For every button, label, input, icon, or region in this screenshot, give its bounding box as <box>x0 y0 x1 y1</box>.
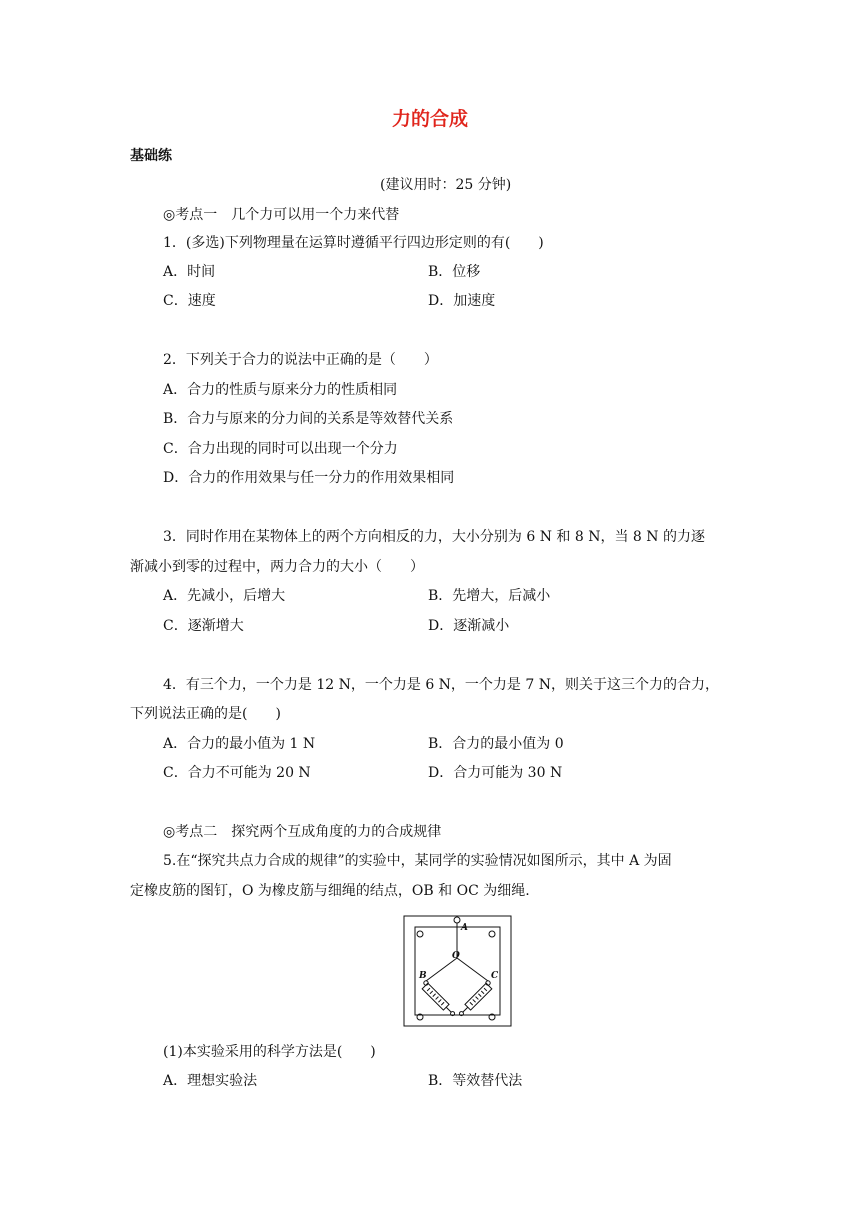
question-1-option-a: A．时间 <box>163 264 216 280</box>
question-2-option-d: D．合力的作用效果与任一分力的作用效果相同 <box>163 470 455 486</box>
question-3-option-c: C．逐渐增大 <box>163 618 244 634</box>
label-c: C <box>491 971 499 981</box>
question-5-option-a: A．理想实验法 <box>163 1073 258 1089</box>
question-2-option-a: A．合力的性质与原来分力的性质相同 <box>163 382 398 398</box>
knowledge-point-2: ◎考点二 探究两个互成角度的力的合成规律 <box>163 824 442 840</box>
pin-a <box>454 917 460 923</box>
label-b: B <box>419 971 427 981</box>
time-hint: (建议用时：25 分钟) <box>380 177 512 193</box>
question-1-option-b: B．位移 <box>428 264 481 280</box>
string-ob <box>426 958 457 981</box>
experiment-diagram <box>400 913 516 1031</box>
page-title: 力的合成 <box>391 108 468 130</box>
section-heading: 基础练 <box>130 148 172 164</box>
question-4-option-d: D．合力可能为 30 N <box>428 765 563 781</box>
question-3-line-1: 3．同时作用在某物体上的两个方向相反的力，大小分别为 6 N 和 8 N，当 8 N 的力逐 <box>163 529 705 545</box>
question-5-line-1: 5.在“探究共点力合成的规律”的实验中，某同学的实验情况如图所示，其中 A 为固 <box>163 853 672 869</box>
question-1-option-d: D．加速度 <box>428 293 496 309</box>
question-4-option-a: A．合力的最小值为 1 N <box>163 736 316 752</box>
label-a: A <box>461 923 468 933</box>
question-4-option-c: C．合力不可能为 20 N <box>163 765 311 781</box>
question-1-stem: 1．(多选)下列物理量在运算时遵循平行四边形定则的有( ) <box>163 235 544 251</box>
spring-scale-right <box>457 983 492 1018</box>
question-1-option-c: C．速度 <box>163 293 216 309</box>
spring-scale-left <box>422 983 457 1018</box>
question-3-option-d: D．逐渐减小 <box>428 618 510 634</box>
question-3-option-b: B．先增大，后减小 <box>428 588 551 604</box>
question-3-line-2: 渐减小到零的过程中，两力合力的大小（ ） <box>130 559 424 575</box>
question-2-option-c: C．合力出现的同时可以出现一个分力 <box>163 441 398 457</box>
question-3-option-a: A．先减小，后增大 <box>163 588 286 604</box>
question-4-option-b: B．合力的最小值为 0 <box>428 736 564 752</box>
question-4-line-1: 4．有三个力，一个力是 12 N，一个力是 6 N，一个力是 7 N，则关于这三个力的合力， <box>163 677 719 693</box>
question-4-line-2: 下列说法正确的是( ) <box>130 706 281 722</box>
string-oc <box>457 958 488 981</box>
question-5-line-2: 定橡皮筋的图钉，O 为橡皮筋与细绳的结点，OB 和 OC 为细绳. <box>130 883 530 899</box>
question-5-option-b: B．等效替代法 <box>428 1073 523 1089</box>
question-5-sub-1: (1)本实验采用的科学方法是( ) <box>163 1044 376 1060</box>
label-o: O <box>452 951 460 961</box>
thumbtack-top-left <box>417 931 423 937</box>
knowledge-point-1: ◎考点一 几个力可以用一个力来代替 <box>163 207 400 223</box>
question-2-stem: 2．下列关于合力的说法中正确的是（ ） <box>163 352 438 368</box>
thumbtack-top-right <box>489 931 495 937</box>
question-2-option-b: B．合力与原来的分力间的关系是等效替代关系 <box>163 411 454 427</box>
